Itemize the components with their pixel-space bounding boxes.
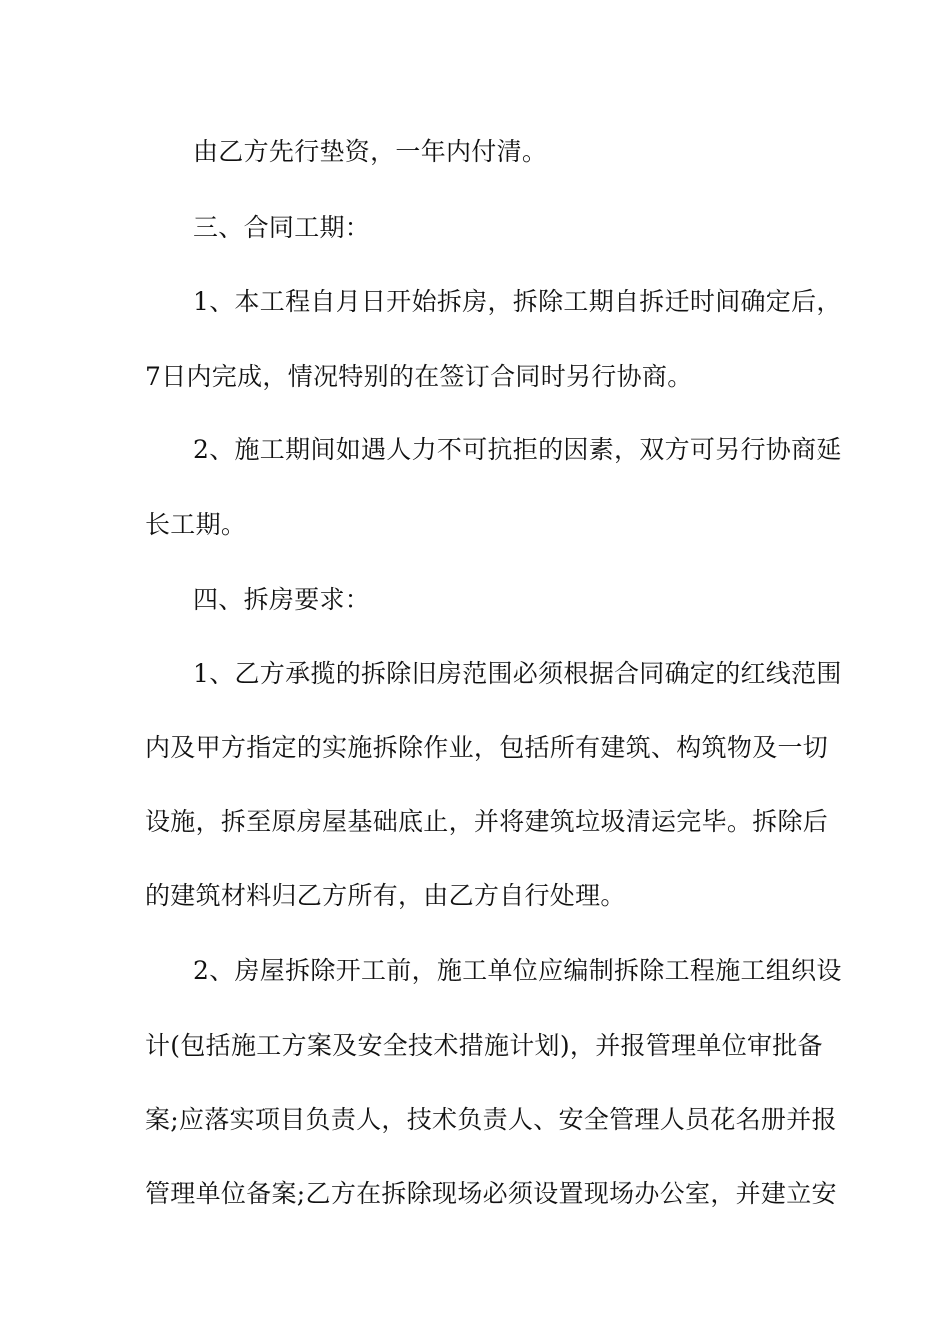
section-heading-contract-period: 三、合同工期： xyxy=(193,213,371,242)
text-line-3: 1、本工程自月日开始拆房，拆除工期自拆迁时间确定后， xyxy=(193,287,842,316)
text-line-1: 由乙方先行垫资，一年内付清。 xyxy=(193,137,548,166)
section-heading-demolition-requirements: 四、拆房要求： xyxy=(193,585,371,614)
text-line-11: 的建筑材料归乙方所有，由乙方自行处理。 xyxy=(145,881,626,910)
text-line-6: 长工期。 xyxy=(145,510,247,539)
text-line-4: 7日内完成，情况特别的在签订合同时另行协商。 xyxy=(145,362,693,391)
text-line-8: 1、乙方承揽的拆除旧房范围必须根据合同确定的红线范围 xyxy=(193,659,842,688)
text-line-13: 计(包括施工方案及安全技术措施计划)，并报管理单位审批备 xyxy=(145,1031,823,1060)
text-line-10: 设施，拆至原房屋基础底止，并将建筑垃圾清运完毕。拆除后 xyxy=(145,807,829,836)
text-line-15: 管理单位备案;乙方在拆除现场必须设置现场办公室，并建立安 xyxy=(145,1179,837,1208)
text-line-12: 2、房屋拆除开工前，施工单位应编制拆除工程施工组织设 xyxy=(193,956,842,985)
text-line-9: 内及甲方指定的实施拆除作业，包括所有建筑、构筑物及一切 xyxy=(145,733,829,762)
text-line-14: 案;应落实项目负责人，技术负责人、安全管理人员花名册并报 xyxy=(145,1105,837,1134)
text-line-5: 2、施工期间如遇人力不可抗拒的因素，双方可另行协商延 xyxy=(193,435,842,464)
